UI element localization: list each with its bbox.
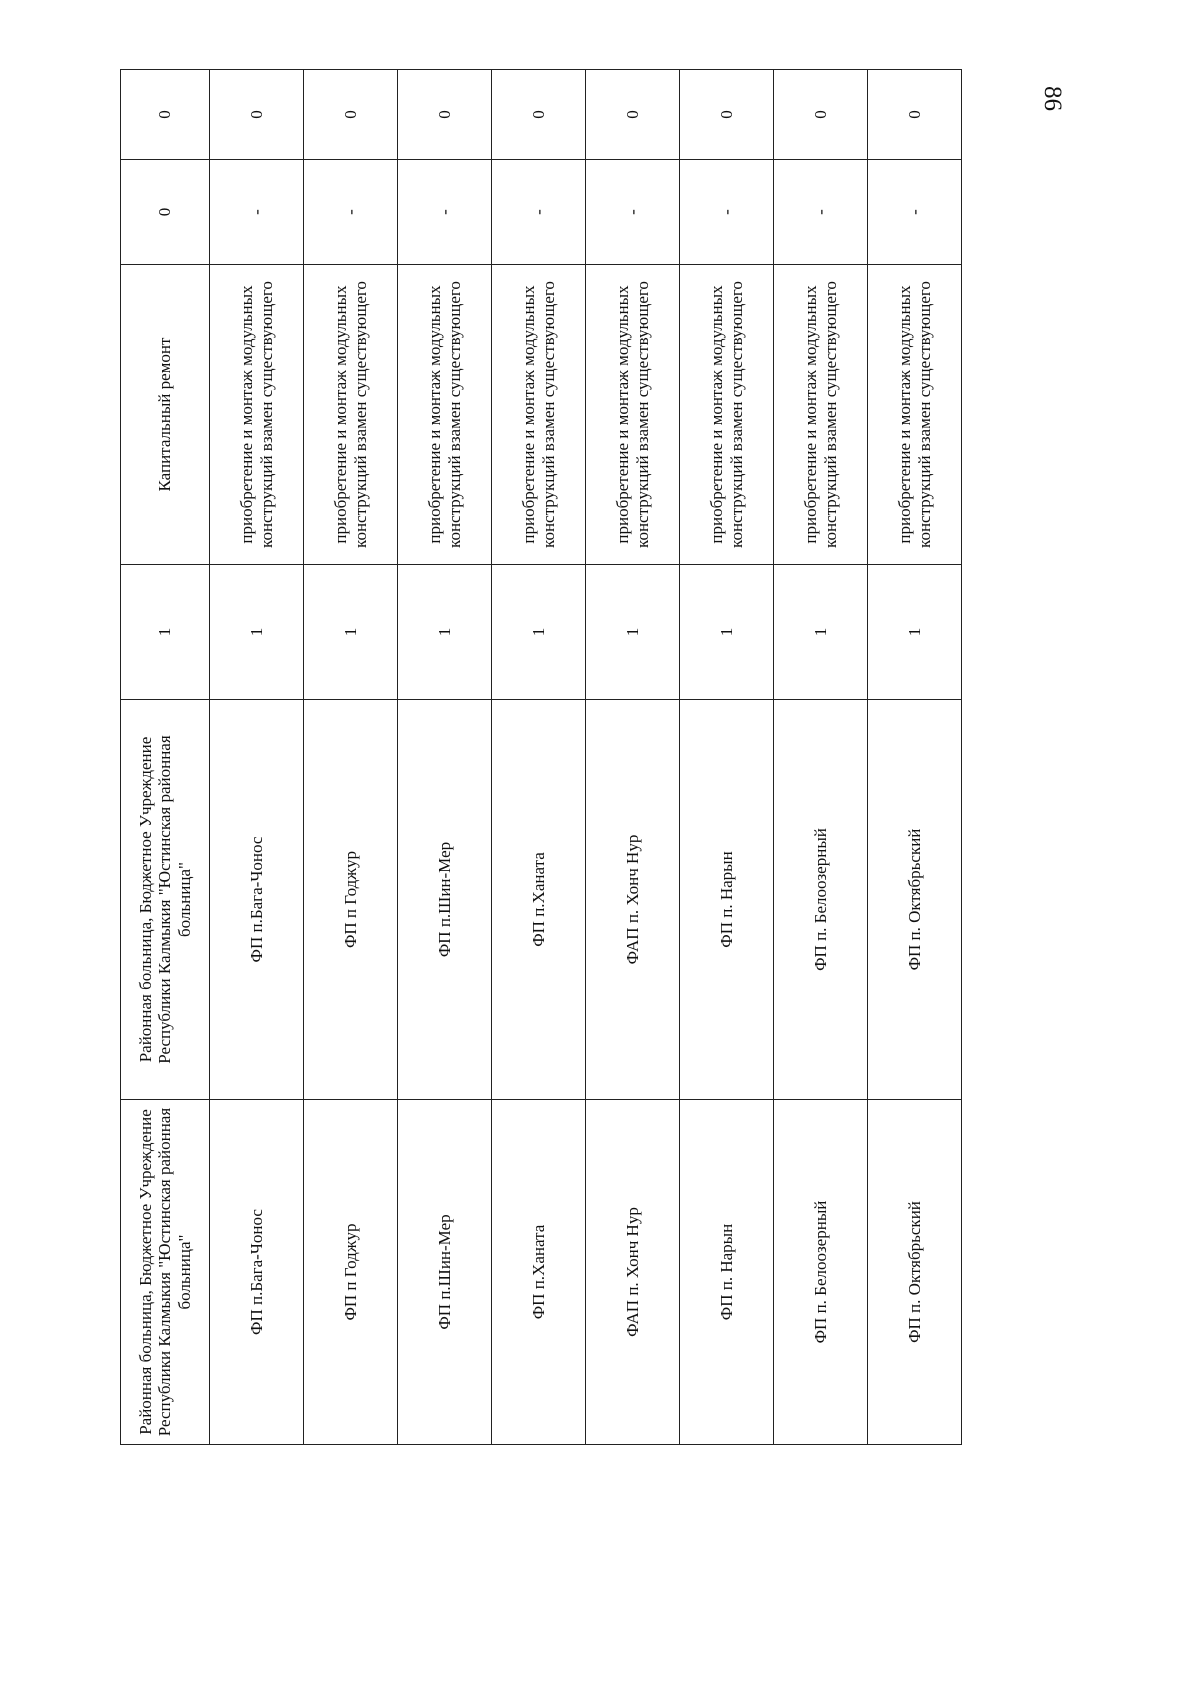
work-cell: приобретение и монтаж модульных конструкций взамен существующего: [210, 265, 304, 565]
facility-name2-cell: ФП п.Ханата: [492, 700, 586, 1100]
work-cell: приобретение и монтаж модульных конструкций взамен существующего: [680, 265, 774, 565]
table-row: [210, 70, 304, 1445]
count-cell: 1: [868, 565, 962, 700]
work-cell: приобретение и монтаж модульных конструкций взамен существующего: [586, 265, 680, 565]
value-b-cell: 0: [492, 70, 586, 160]
work-cell: приобретение и монтаж модульных конструкций взамен существующего: [492, 265, 586, 565]
value-a-cell: -: [210, 160, 304, 265]
facility-name2-cell: ФП п.Шин-Мер: [398, 700, 492, 1100]
table-row: [680, 70, 774, 1445]
count-cell: 1: [586, 565, 680, 700]
value-a-cell: -: [680, 160, 774, 265]
work-cell: приобретение и монтаж модульных конструкций взамен существующего: [398, 265, 492, 565]
facility-name2-cell: ФП п. Октябрьский: [868, 700, 962, 1100]
count-cell: 1: [680, 565, 774, 700]
table-row: [398, 70, 492, 1445]
value-b-cell: 0: [304, 70, 398, 160]
work-cell: приобретение и монтаж модульных конструкций взамен существующего: [868, 265, 962, 565]
value-b-cell: 0: [398, 70, 492, 160]
table-row: [586, 70, 680, 1445]
facilities-table: [120, 69, 962, 1445]
value-b-cell: 0: [868, 70, 962, 160]
facility-name-cell: ФП п Годжур: [304, 1100, 398, 1445]
header-value-a-cell: 0: [121, 160, 210, 265]
facility-name2-cell: ФП п.Бага-Чонос: [210, 700, 304, 1100]
work-cell: приобретение и монтаж модульных конструкций взамен существующего: [774, 265, 868, 565]
table-row: [868, 70, 962, 1445]
table-row: [774, 70, 868, 1445]
value-a-cell: -: [774, 160, 868, 265]
facility-name-cell: ФП п. Нарын: [680, 1100, 774, 1445]
facility-name2-cell: ФП п Годжур: [304, 700, 398, 1100]
facility-name-cell: ФП п.Ханата: [492, 1100, 586, 1445]
header-count-cell: 1: [121, 565, 210, 700]
count-cell: 1: [774, 565, 868, 700]
table-header-row: [121, 70, 210, 1445]
count-cell: 1: [210, 565, 304, 700]
facility-name2-cell: ФАП п. Хонч Нур: [586, 700, 680, 1100]
value-a-cell: -: [304, 160, 398, 265]
work-cell: приобретение и монтаж модульных конструкций взамен существующего: [304, 265, 398, 565]
facility-name2-cell: ФП п. Белоозерный: [774, 700, 868, 1100]
facility-name-cell: ФП п.Шин-Мер: [398, 1100, 492, 1445]
header-org-cell: Районная больница, Бюджетное Учреждение Республики Калмыкия "Юстинская районная больница": [121, 1100, 210, 1445]
facility-name-cell: ФП п. Октябрьский: [868, 1100, 962, 1445]
page-number: 86: [1039, 86, 1066, 111]
facility-name-cell: ФП п. Белоозерный: [774, 1100, 868, 1445]
value-b-cell: 0: [586, 70, 680, 160]
count-cell: 1: [398, 565, 492, 700]
count-cell: 1: [492, 565, 586, 700]
value-b-cell: 0: [680, 70, 774, 160]
header-org-short-cell: Районная больница, Бюджетное Учреждение Республики Калмыкия "Юстинская районная больница": [121, 700, 210, 1100]
value-a-cell: -: [868, 160, 962, 265]
value-b-cell: 0: [774, 70, 868, 160]
value-a-cell: -: [398, 160, 492, 265]
table-row: [304, 70, 398, 1445]
document-table-wrapper: [120, 70, 950, 1445]
facility-name-cell: ФАП п. Хонч Нур: [586, 1100, 680, 1445]
header-value-b-cell: 0: [121, 70, 210, 160]
table-row: [492, 70, 586, 1445]
header-work-type-cell: Капитальный ремонт: [121, 265, 210, 565]
value-a-cell: -: [586, 160, 680, 265]
facility-name2-cell: ФП п. Нарын: [680, 700, 774, 1100]
facility-name-cell: ФП п.Бага-Чонос: [210, 1100, 304, 1445]
count-cell: 1: [304, 565, 398, 700]
value-a-cell: -: [492, 160, 586, 265]
value-b-cell: 0: [210, 70, 304, 160]
